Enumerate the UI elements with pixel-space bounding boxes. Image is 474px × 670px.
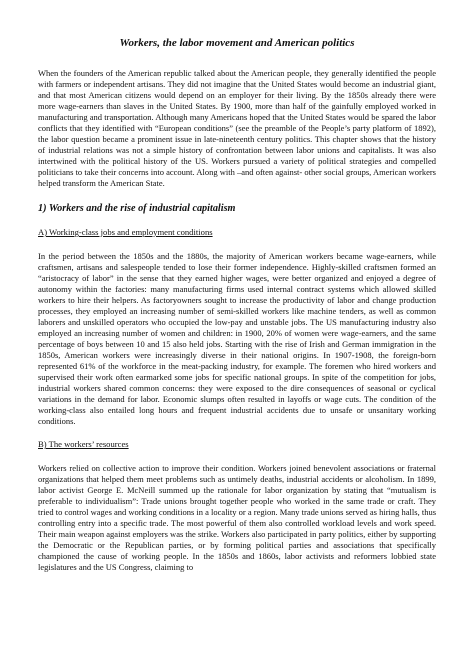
subsection-heading-a: A) Working-class jobs and employment conditions	[38, 227, 213, 237]
subsection-a-paragraph: In the period between the 1850s and the 1880s, the majority of American workers became wage-earners, while craftsmen, artisans and salespeople tended to lose their former independence. Highly-skilled craftsmen formed an “aristocracy of labor” in the sense that they earned higher wages, were better organized and enjoyed a degree of autonomy within the factories: many manufacturing firms used internal contract systems which allowed skilled workers to hire their helpers. As factoryowners sought to increase the productivity of labor and change production processes, they employed an increasing number of semi-skilled workers like machine tenders, as well as common laborers and unskilled operators who occupied the low-pay and unstable jobs. The US manufacturing industry also employed an increasing number of women and children: in 1900, 20% of women were wage-earners, and the same percentage of boys between 10 and 15 also held jobs. Starting with the rise of Irish and German immigration in the 1850s, American workers were increasingly diverse in their national origins. In 1907-1908, the foreign-born represented 61% of the workforce in the meat-packing industry, for example. The foremen who hired workers and supervised their work often earmarked some jobs for specific national groups. In spite of the competition for jobs, industrial workers shared common concerns: they were exposed to the dire consequences of seasonal or cyclical variations in the demand for labor. Economic slumps often resulted in layoffs or wage cuts. The condition of the working-class also entailed long hours and frequent industrial accidents due to unsafe or unsanitary working conditions.	[38, 251, 436, 426]
intro-paragraph: When the founders of the American republic talked about the American people, they generally identified the people with farmers or independent artisans. They did not imagine that the United States would become an industrial giant, and that most American citizens would depend on an employer for their living. By the 1850s already there were more wage-earners than slaves in the United States. By 1900, more than half of the gainfully employed worked in manufacturing and transportation. Although many Americans hoped that the United States would be spared the labor conflicts that they identified with “European conditions” (see the preamble of the People’s party platform of 1892), the labor question became a prominent issue in late-nineteenth century politics. This chapter shows that the history of industrial relations was not a simple history of confrontation between labor unions and capitalists. It was also intertwined with the political history of the US. Workers pursued a variety of political strategies and compelled politicians to take their concerns into account. Along with –and often against- other social groups, American workers helped transform the American State.	[38, 68, 436, 188]
subsection-heading-b: B) The workers’ resources	[38, 439, 129, 449]
document-title: Workers, the labor movement and American politics	[119, 37, 355, 49]
section-heading: 1) Workers and the rise of industrial capitalism	[38, 203, 236, 214]
subsection-b-paragraph: Workers relied on collective action to improve their condition. Workers joined benevolent associations or fraternal organizations that helped them meet problems such as untimely deaths, industrial accidents or alcoholism. In 1899, labor activist George E. McNeill summed up the rationale for labor organization by stating that “mutualism is preferable to individualism”: Trade unions brought together people who worked in the same trade or craft. They tried to control wages and working conditions in a locality or a region. Many trade unions served as hiring halls, thus controlling entry into a specific trade. The most powerful of them also controlled workload levels and work speed. Their main weapon against employers was the strike. Workers also participated in party politics, either by supporting the Democratic or the Republican parties, or by forming political parties and associations that specifically championed the cause of working people. In the 1850s and 1860s, labor activists and reformers lobbied state legislatures and the US Congress, claiming to	[38, 463, 436, 572]
